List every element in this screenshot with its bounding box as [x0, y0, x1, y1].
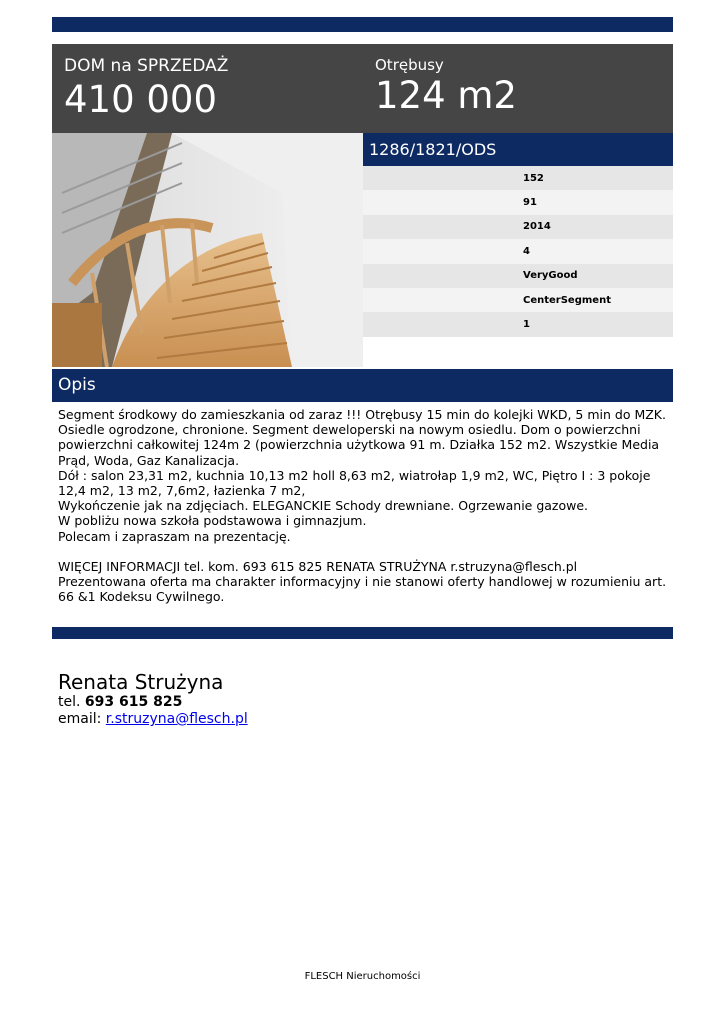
table-row [363, 264, 673, 288]
description-line: Prąd, Woda, Gaz Kanalizacja. [58, 452, 240, 468]
listing-city: Otrębusy [375, 56, 444, 74]
description-line: 66 &1 Kodeksu Cywilnego. [58, 589, 225, 605]
description-line: powierzchni całkowitej 124m 2 (powierzchnia użytkowa 91 m. Działka 152 m2. Wszystkie Media [58, 437, 660, 453]
listing-area: 124 m2 [375, 74, 517, 117]
table-row [363, 215, 673, 239]
footer-company: FLESCH Nieruchomości [304, 971, 421, 982]
email-label: email: [58, 711, 102, 727]
top-accent-bar [52, 17, 673, 32]
description-line: W pobliżu nowa szkoła podstawowa i gimnazjum. [58, 513, 367, 529]
description-line: Osiedle ogrodzone, chronione. Segment deweloperski na nowym osiedlu. Dom o powierzchni [58, 422, 641, 438]
property-value: 91 [523, 197, 537, 209]
description-line: Polecam i zapraszam na prezentację. [58, 528, 291, 544]
property-value: 152 [523, 172, 544, 184]
property-value: 2014 [523, 221, 551, 233]
property-value: 1 [523, 319, 530, 331]
table-row [363, 288, 673, 312]
property-details-table [363, 166, 673, 337]
staircase-photo [52, 133, 363, 367]
property-value: 4 [523, 245, 530, 257]
description-line: Prezentowana oferta ma charakter informacyjny i nie stanowi oferty handlowej w rozumieniu art. [58, 574, 667, 590]
property-value: VeryGood [523, 270, 578, 282]
paragraph-gap [58, 544, 668, 559]
description-text [58, 407, 668, 605]
listing-header [52, 44, 673, 133]
agent-contact [58, 670, 248, 728]
listing-type: DOM na SPRZEDAŻ [64, 56, 229, 76]
property-photo [52, 133, 363, 367]
table-row [363, 312, 673, 336]
header-right [375, 56, 517, 118]
bottom-accent-bar [52, 627, 673, 639]
description-heading: Opis [52, 369, 673, 402]
header-left [64, 56, 228, 122]
table-row [363, 166, 673, 190]
description-line: Segment środkowy do zamieszkania od zaraz !!! Otrębusy 15 min do kolejki WKD, 5 min do MZK. [58, 407, 666, 422]
description-line: 12,4 m2, 13 m2, 7,6m2, łazienka 7 m2, [58, 483, 306, 499]
description-line: WIĘCEJ INFORMACJI tel. kom. 693 615 825 RENATA STRUŻYNA r.struzyna@flesch.pl [58, 559, 578, 575]
listing-price: 410 000 [64, 78, 218, 121]
property-value: CenterSegment [523, 294, 611, 306]
agent-email-line [58, 711, 248, 728]
description-line: Wykończenie jak na zdjęciach. ELEGANCKIE Schody drewniane. Ogrzewanie gazowe. [58, 498, 589, 514]
agent-phone: 693 615 825 [84, 694, 183, 710]
table-row [363, 239, 673, 263]
agent-name: Renata Strużyna [58, 670, 224, 694]
phone-label: tel. [58, 694, 81, 710]
reference-number: 1286/1821/ODS [363, 133, 673, 166]
table-row [363, 190, 673, 214]
agent-phone-line [58, 694, 248, 711]
agent-email-link[interactable]: r.struzyna@flesch.pl [105, 711, 248, 727]
description-line: Dół : salon 23,31 m2, kuchnia 10,13 m2 holl 8,63 m2, wiatrołap 1,9 m2, WC, Piętro I : 3 pokoje [58, 467, 651, 483]
